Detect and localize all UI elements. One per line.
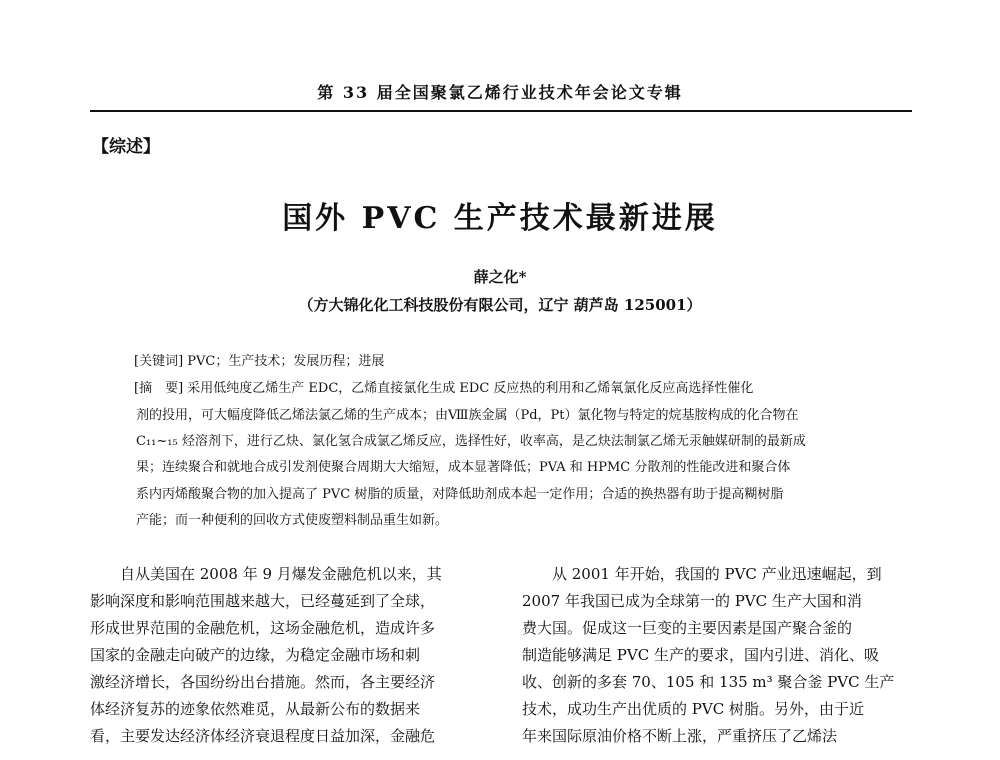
body-line: 形成世界范围的金融危机，这场金融危机，造成许多 bbox=[90, 619, 436, 637]
section-tag: 【综述】 bbox=[92, 137, 160, 157]
abstract-line: 系内丙烯酸聚合物的加入提高了 PVC 树脂的质量，对降低助剂成本起一定作用；合适的换热器有助于提高糊树脂 bbox=[136, 487, 784, 502]
body-line: 从 2001 年开始，我国的 PVC 产业迅速崛起，到 bbox=[522, 565, 882, 583]
body-line: 国家的金融走向破产的边缘，为稳定金融市场和刺 bbox=[90, 646, 421, 664]
abstract-line: 剂的投用，可大幅度降低乙烯法氯乙烯的生产成本；由Ⅷ族金属（Pd，Pt）氯化物与特定的烷基胺构成的化合物在 bbox=[136, 408, 799, 423]
body-line: 2007 年我国已成为全球第一的 PVC 生产大国和消 bbox=[522, 592, 862, 610]
abstract-line: 产能；而一种便利的回收方式使废塑料制品重生如新。 bbox=[136, 513, 449, 528]
body-line: 收、创新的多套 70、105 和 135 m³ 聚合釜 PVC 生产 bbox=[522, 673, 895, 691]
body-column-left bbox=[90, 561, 490, 750]
body-line: 激经济增长，各国纷纷出台措施。然而，各主要经济 bbox=[90, 673, 436, 691]
abstract-line: 果；连续聚合和就地合成引发剂使聚合周期大大缩短，成本显著降低；PVA 和 HPMC 分散剂的性能改进和聚合体 bbox=[136, 460, 791, 475]
body-line: 自从美国在 2008 年 9 月爆发金融危机以来，其 bbox=[90, 565, 442, 583]
body-line: 年来国际原油价格不断上涨，严重挤压了乙烯法 bbox=[522, 727, 838, 745]
abstract-line: [摘 要] 采用低纯度乙烯生产 EDC，乙烯直接氯化生成 EDC 反应热的利用和乙烯氧氯化反应高选择性催化 bbox=[134, 381, 754, 396]
running-header: 第 33 届全国聚氯乙烯行业技术年会论文专辑 bbox=[317, 83, 683, 102]
header-rule bbox=[90, 110, 912, 112]
author-line: 薛之化* bbox=[473, 268, 527, 286]
body-line: 看，主要发达经济体经济衰退程度日益加深，金融危 bbox=[90, 727, 436, 745]
body-line: 制造能够满足 PVC 生产的要求，国内引进、消化、吸 bbox=[522, 646, 879, 664]
affiliation-line: （方大锦化化工科技股份有限公司，辽宁 葫芦岛 125001） bbox=[298, 296, 702, 314]
keywords-line: [关键词] PVC；生产技术；发展历程；进展 bbox=[134, 354, 385, 369]
body-column-right bbox=[522, 561, 922, 750]
body-line: 技术，成功生产出优质的 PVC 树脂。另外，由于近 bbox=[522, 700, 864, 718]
abstract-line: C₁₁~₁₅ 烃溶剂下，进行乙炔、氯化氢合成氯乙烯反应，选择性好，收率高，是乙炔法制氯乙烯无汞触媒研制的最新成 bbox=[136, 434, 806, 449]
body-line: 影响深度和影响范围越来越大，已经蔓延到了全球， bbox=[90, 592, 436, 610]
body-line: 体经济复苏的迹象依然难觅，从最新公布的数据来 bbox=[90, 700, 421, 718]
article-title: 国外 PVC 生产技术最新进展 bbox=[282, 201, 718, 236]
body-line: 费大国。促成这一巨变的主要因素是国产聚合釜的 bbox=[522, 619, 853, 637]
